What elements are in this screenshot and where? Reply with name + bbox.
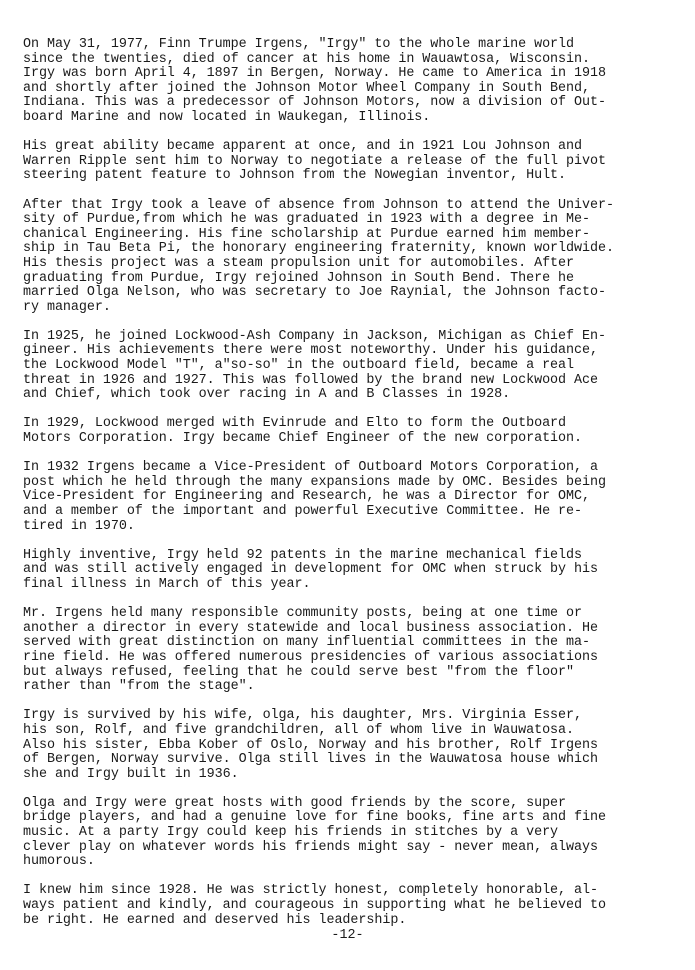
paragraph-merger bbox=[23, 417, 673, 446]
text-line: humorous. bbox=[23, 854, 95, 870]
paragraph-survivors bbox=[23, 709, 673, 782]
text-line: of Bergen, Norway survive. Olga still lives in the Wauwatosa house which bbox=[23, 752, 598, 768]
paragraph-vice-president bbox=[23, 461, 673, 534]
text-line: On May 31, 1977, Finn Trumpe Irgens, "Irgy" to the whole marine world bbox=[23, 37, 575, 52]
text-line: Warren Ripple sent him to Norway to negotiate a release of the full pivot bbox=[23, 153, 606, 169]
text-line: music. At a party Irgy could keep his friends in stitches by a very bbox=[23, 825, 559, 841]
text-line: gineer. His achievements there were most noteworthy. Under his guidance, bbox=[23, 343, 598, 359]
text-line: and a member of the important and powerful Executive Committee. He re- bbox=[23, 504, 582, 519]
text-line: Motors Corporation. Irgy became Chief Engineer of the new corporation. bbox=[23, 431, 582, 447]
text-line: Highly inventive, Irgy held 92 patents in the marine mechanical fields bbox=[23, 547, 582, 563]
text-line: post which he held through the many expansions made by OMC. Besides being bbox=[23, 474, 606, 490]
text-line: After that Irgy took a leave of absence from Johnson to attend the Univer- bbox=[23, 197, 614, 213]
document-body bbox=[23, 38, 673, 943]
text-line: and Chief, which took over racing in A and B Classes in 1928. bbox=[23, 387, 511, 403]
text-line: tired in 1970. bbox=[23, 518, 135, 534]
text-line: the Lockwood Model "T", a"so-so" in the outboard field, became a real bbox=[23, 358, 575, 374]
paragraph-norway-patent bbox=[23, 140, 673, 184]
paragraph-obituary-intro bbox=[23, 38, 673, 126]
text-line: Irgy was born April 4, 1897 in Bergen, Norway. He came to America in 1918 bbox=[23, 66, 606, 82]
paragraph-hosts bbox=[23, 797, 673, 870]
text-line: graduating from Purdue, Irgy rejoined Johnson in South Bend. There he bbox=[23, 270, 575, 286]
text-line: and was still actively engaged in development for OMC when struck by his bbox=[23, 562, 598, 578]
text-line: rine field. He was offered numerous presidencies of various associations bbox=[23, 649, 598, 665]
paragraph-community bbox=[23, 607, 673, 695]
text-line: another a director in every statewide and local business association. He bbox=[23, 620, 598, 636]
text-line: ship in Tau Beta Pi, the honorary engineering fraternity, known worldwide. bbox=[23, 241, 614, 257]
text-line: bridge players, and had a genuine love for fine books, fine arts and fine bbox=[23, 810, 606, 826]
text-line: His thesis project was a steam propulsion unit for automobiles. After bbox=[23, 255, 575, 271]
text-line: and shortly after joined the Johnson Motor Wheel Company in South Bend, bbox=[23, 80, 590, 96]
paragraph-lockwood-ash bbox=[23, 330, 673, 403]
paragraph-purdue bbox=[23, 199, 673, 316]
text-line: Also his sister, Ebba Kober of Oslo, Norway and his brother, Rolf Irgens bbox=[23, 737, 598, 753]
text-line: board Marine and now located in Waukegan, Illinois. bbox=[23, 109, 431, 125]
text-line: chanical Engineering. His fine scholarship at Purdue earned him member- bbox=[23, 226, 590, 242]
text-line: but always refused, feeling that he could serve best "from the floor" bbox=[23, 664, 575, 680]
paragraph-closing bbox=[23, 884, 673, 928]
text-line: Indiana. This was a predecessor of Johnson Motors, now a division of Out- bbox=[23, 95, 606, 111]
text-line: Irgy is survived by his wife, olga, his daughter, Mrs. Virginia Esser, bbox=[23, 708, 582, 724]
text-line: Mr. Irgens held many responsible community posts, being at one time or bbox=[23, 606, 582, 622]
text-line: rather than "from the stage". bbox=[23, 679, 255, 695]
text-line: she and Irgy built in 1936. bbox=[23, 766, 239, 782]
text-line: Olga and Irgy were great hosts with good friends by the score, super bbox=[23, 795, 567, 811]
text-line: ways patient and kindly, and courageous in supporting what he believed to bbox=[23, 898, 606, 914]
text-line: His great ability became apparent at once, and in 1921 Lou Johnson and bbox=[23, 139, 582, 155]
paragraph-patents bbox=[23, 549, 673, 593]
text-line: steering patent feature to Johnson from the Nowegian inventor, Hult. bbox=[23, 168, 567, 184]
text-line: served with great distinction on many influential committees in the ma- bbox=[23, 635, 590, 651]
text-line: final illness in March of this year. bbox=[23, 576, 311, 592]
text-line: In 1925, he joined Lockwood-Ash Company in Jackson, Michigan as Chief En- bbox=[23, 328, 606, 344]
page-number: -12- bbox=[331, 928, 364, 943]
text-line: In 1932 Irgens became a Vice-President of Outboard Motors Corporation, a bbox=[23, 460, 598, 476]
text-line: married Olga Nelson, who was secretary to Joe Raynial, the Johnson facto- bbox=[23, 285, 606, 301]
text-line: clever play on whatever words his friends might say - never mean, always bbox=[23, 839, 598, 855]
text-line: his son, Rolf, and five grandchildren, all of whom live in Wauwatosa. bbox=[23, 722, 575, 738]
text-line: In 1929, Lockwood merged with Evinrude and Elto to form the Outboard bbox=[23, 416, 567, 432]
text-line: threat in 1926 and 1927. This was followed by the brand new Lockwood Ace bbox=[23, 372, 598, 388]
text-line: I knew him since 1928. He was strictly honest, completely honorable, al- bbox=[23, 883, 598, 899]
text-line: since the twenties, died of cancer at his home in Wauawtosa, Wisconsin. bbox=[23, 51, 590, 67]
text-line: ry manager. bbox=[23, 299, 111, 315]
text-line: Vice-President for Engineering and Research, he was a Director for OMC, bbox=[23, 489, 590, 505]
text-line: be right. He earned and deserved his leadership. bbox=[23, 912, 407, 928]
text-line: sity of Purdue,from which he was graduated in 1923 with a degree in Me- bbox=[23, 212, 590, 228]
